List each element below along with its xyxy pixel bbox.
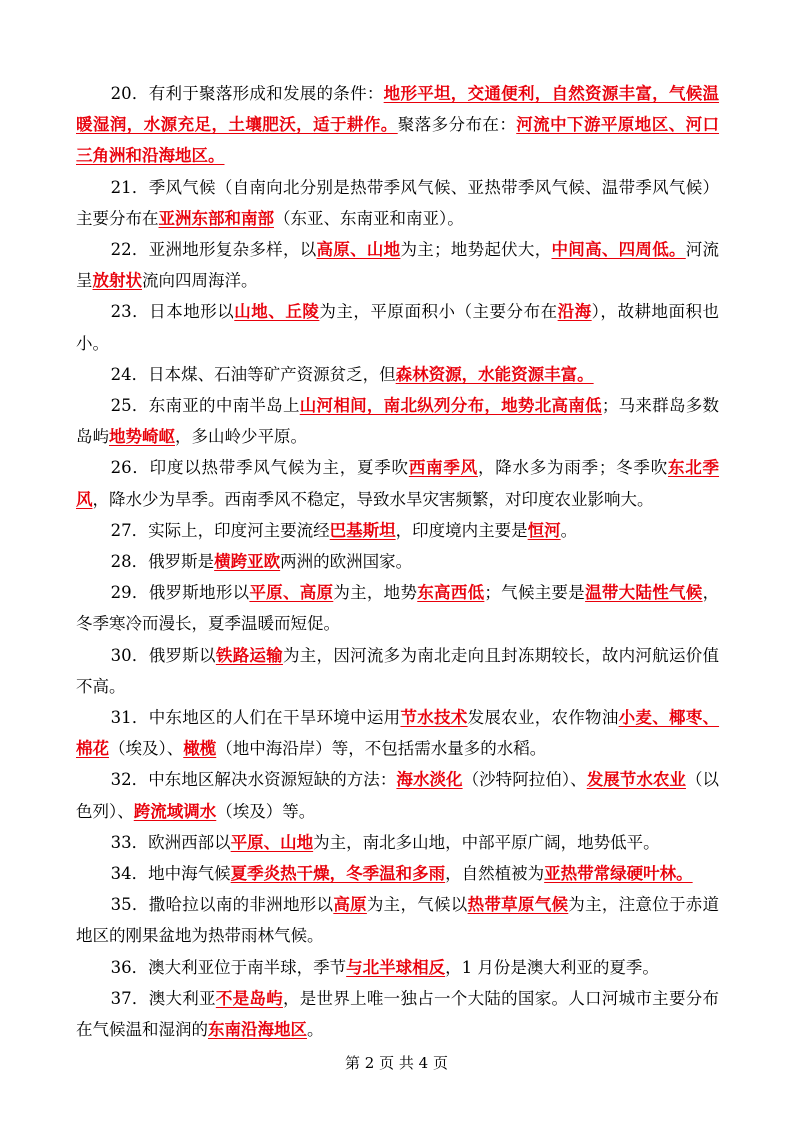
text-segment: 27．实际上，印度河主要流经 [110,520,330,540]
text-segment: 25．东南亚的中南半岛上 [110,396,300,416]
list-item [76,577,719,639]
text-segment: 为主，地势 [333,583,418,603]
answer-highlight: 高原 [333,895,367,915]
answer-highlight: 与北半球相反 [346,957,446,977]
answer-highlight: 节水技术 [400,708,468,728]
answer-highlight: 亚热带常绿硬叶林。 [544,864,693,884]
text-segment: （埃及）等。 [216,801,316,821]
list-item [76,546,719,577]
text-segment: 24．日本煤、石油等矿产资源贫乏，但 [110,364,396,384]
list-item [76,952,719,983]
answer-highlight: 横跨亚欧 [214,552,281,572]
answer-highlight: 发展节水农业 [586,770,686,790]
text-segment: 聚落多分布在： [397,115,517,135]
text-segment: （东亚、东南亚和南亚）。 [274,208,464,228]
text-segment: 20．有利于聚落形成和发展的条件： [110,84,384,103]
list-item [76,78,719,172]
text-segment: 35．撒哈拉以南的非洲地形以 [110,895,334,915]
answer-highlight: 跨流域调水 [133,801,217,821]
page-footer: 第 2 页 共 4 页 [345,1054,448,1072]
answer-highlight: 亚洲东部和南部 [158,208,274,228]
text-segment: 21．季风气候（自南向北分别是热带季风气候、亚热带季风气候、温带季风气候）主要分布在 [76,177,719,228]
list-item [76,452,719,514]
text-segment: ；气候主要是 [484,583,586,603]
text-segment: 34．地中海气候 [110,864,231,884]
text-segment: 。 [560,520,578,540]
text-segment: 33．欧洲西部以 [110,832,231,852]
text-segment: ，1 月份是澳大利亚的夏季。 [445,957,659,977]
text-segment: 为主；地势起伏大， [400,240,552,260]
list-item [76,359,719,390]
text-segment: 两洲的欧洲国家。 [280,552,413,572]
list-item [76,702,719,764]
answer-highlight: 东北季风 [76,458,720,509]
list-item [76,858,719,889]
text-segment: ，降水少为旱季。西南季风不稳定，导致水旱灾害频繁，对印度农业影响大。 [92,489,654,509]
text-segment: 流向四周海洋。 [142,271,258,291]
list-item [76,764,719,826]
answer-highlight: 地形平坦，交通便利，自然资源丰富，气候温暖湿润，水源充足，土壤肥沃，适于耕作。 [76,84,720,135]
text-segment: （埃及）、 [109,739,184,759]
text-segment: ），故耕地面积也小。 [76,302,720,353]
answer-highlight: 山地、丘陵 [234,302,320,322]
list-item [76,640,719,702]
list-item [76,515,719,546]
list-item [76,827,719,858]
text-segment: 为主，气候以 [366,895,468,915]
text-segment: ，多山岭少平原。 [175,427,307,447]
answer-highlight: 河流中下游平原地区、河口三角洲和沿海地区。 [76,115,720,166]
answer-highlight: 恒河 [527,520,561,540]
text-segment: 36．澳大利亚位于南半球，季节 [110,957,347,977]
answer-highlight: 橄榄 [183,739,217,759]
text-segment: 为主，注意位于赤道地区的刚果盆地为热带雨林气候。 [76,895,720,946]
answer-highlight: 高原、山地 [316,240,401,260]
list-item [76,172,719,234]
answer-highlight: 沿海 [557,302,592,322]
answer-highlight: 铁路运输 [215,645,283,665]
text-segment: 。 [307,1020,324,1040]
text-segment: 29．俄罗斯地形以 [110,583,250,603]
answer-highlight: 巴基斯坦 [329,520,396,540]
answer-highlight: 放射状 [92,271,142,291]
answer-highlight: 森林资源，水能资源丰富。 [395,364,594,384]
list-item [76,296,719,358]
text-segment: 为主，因河流多为南北走向且封冻期较长，故内河航运价值不高。 [76,645,720,696]
text-segment: （以色列）、 [76,770,720,821]
text-segment: ，降水多为雨季；冬季吹 [477,458,668,478]
answer-highlight: 西南季风 [408,458,478,478]
answer-highlight: 温带大陆性气候 [585,583,703,603]
answer-highlight: 山河相间，南北纵列分布，地势北高南低 [299,396,602,416]
answer-highlight: 东高西低 [417,583,485,603]
text-segment: ，印度境内主要是 [395,520,528,540]
answer-highlight: 地势崎岖 [109,427,175,447]
text-segment: 23．日本地形以 [110,302,235,322]
text-segment: 30．俄罗斯以 [110,645,216,665]
text-segment: ，冬季寒冷而漫长，夏季温暖而短促。 [76,583,720,634]
text-segment: 31．中东地区的人们在干旱环境中运用 [110,708,401,728]
answer-highlight: 热带草原气候 [467,895,569,915]
text-segment: 河流呈 [76,240,720,291]
text-segment: ，自然植被为 [445,864,545,884]
answer-highlight: 平原、山地 [230,832,314,852]
text-segment: ，是世界上唯一独占一个大陆的国家。人口河城市主要分布在气候温和湿润的 [76,988,720,1040]
text-segment: 37．澳大利亚 [110,988,216,1008]
document-body [76,78,719,1045]
text-segment: 22．亚洲地形复杂多样，以 [110,240,317,260]
list-item [76,983,719,1045]
list-item [76,234,719,296]
text-segment: （沙特阿拉伯）、 [462,770,587,790]
answer-highlight: 夏季炎热干燥，冬季温和多雨 [230,864,446,884]
text-segment: （地中海沿岸）等，不包括需水量多的水稻。 [216,739,547,759]
answer-highlight: 平原、高原 [249,583,334,603]
text-segment: 为主，南北多山地，中部平原广阔，地势低平。 [313,832,660,852]
text-segment: 为主，平原面积小（主要分布在 [319,302,558,322]
list-item [76,889,719,951]
answer-highlight: 海水淡化 [396,770,463,790]
answer-highlight: 不是岛屿 [215,988,283,1008]
list-item [76,390,719,452]
text-segment: 32．中东地区解决水资源短缺的方法： [110,770,397,790]
answer-highlight: 中间高、四周低。 [551,240,686,260]
text-segment: 发展农业，农作物油 [467,708,619,728]
text-segment: 28．俄罗斯是 [110,552,215,572]
answer-highlight: 东南沿海地区 [208,1020,307,1040]
text-segment: ；马来群岛多数岛屿 [76,396,720,447]
text-segment: 26．印度以热带季风气候为主，夏季吹 [110,458,409,478]
answer-highlight: 小麦、椰枣、棉花 [76,708,720,759]
